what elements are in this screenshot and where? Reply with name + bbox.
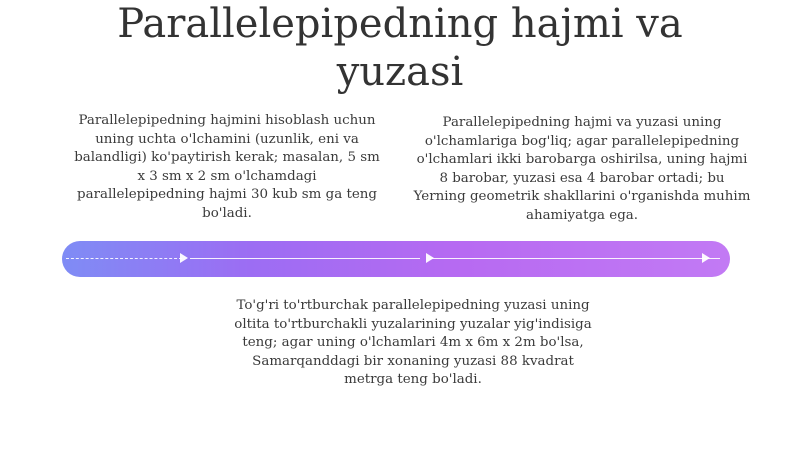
timeline-line-segment	[190, 258, 420, 259]
text-block-dimensions: Parallelepipedning hajmi va yuzasi uning o'lchamlariga bog'liq; agar parallelepipedning o'lchamlari ikki barobarga oshirilsa, uning hajmi 8 barobar, yuzasi esa 4 barobar ortadi; bu Yerning geometrik shakllarini o'rganishda muhim ahamiyatga ega.	[413, 115, 751, 223]
timeline-bar	[62, 241, 730, 277]
text-block-volume: Parallelepipedning hajmini hisoblash uchun uning uchta o'lchamini (uzunlik, eni va balandligi) ko'paytirish kerak; masalan, 5 sm x 3 sm x 2 sm o'lchamdagi parallelepipedning hajmi 30 kub sm ga teng bo'ladi.	[74, 113, 380, 221]
arrow-right-icon	[702, 253, 710, 263]
arrow-right-icon	[180, 253, 188, 263]
text-block-surface-area: To'g'ri to'rtburchak parallelepipedning yuzasi uning oltita to'rtburchakli yuzalarining yuzalar yig'indisiga teng; agar uning o'lchamlari 4m x 6m x 2m bo'lsa, Samarqanddagi bir xonaning yuzasi 88 kvadrat metrga teng bo'ladi.	[234, 298, 592, 388]
timeline-line-segment	[430, 258, 720, 259]
slide-title: Parallelepipedning hajmi va yuzasi	[117, 1, 683, 95]
timeline-line-segment	[66, 258, 182, 259]
